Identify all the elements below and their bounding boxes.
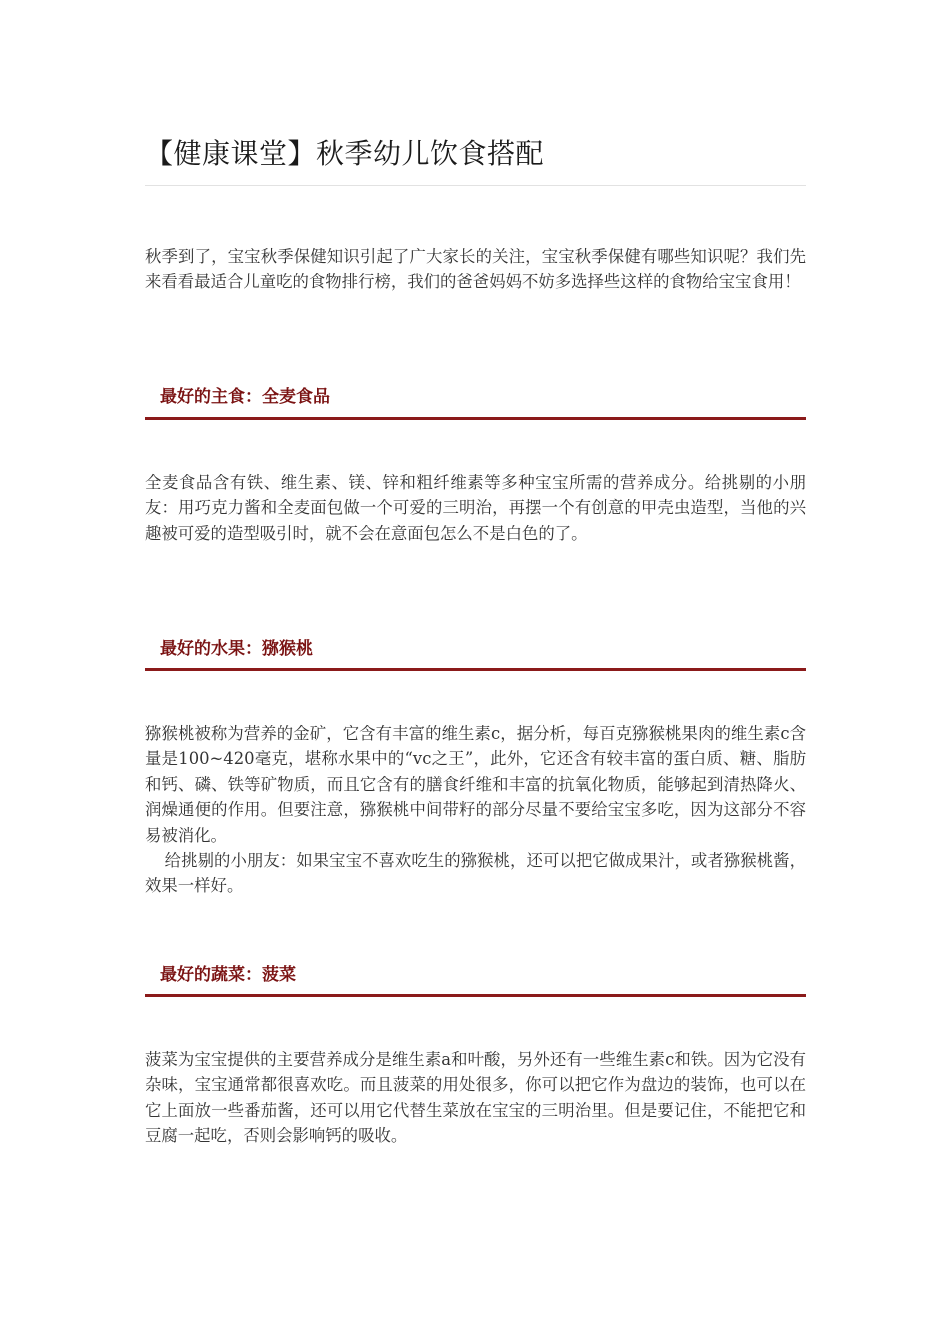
section-body-kiwi xyxy=(145,721,806,899)
section-paragraph: 全麦食品含有铁、维生素、镁、锌和粗纤维素等多种宝宝所需的营养成分。给挑剔的小朋友：用巧克力酱和全麦面包做一个可爱的三明治，再摆一个有创意的甲壳虫造型，当他的兴趣被可爱的造型吸引时，就不会在意面包怎么不是白色的了。 xyxy=(145,473,806,543)
section-heading-whole-wheat: 最好的主食：全麦食品 xyxy=(160,387,330,407)
section-divider-spinach xyxy=(145,994,806,997)
section-paragraph: 猕猴桃被称为营养的金矿，它含有丰富的维生素c，据分析，每百克猕猴桃果肉的维生素c含量是100~420毫克，堪称水果中的“vc之王”，此外，它还含有较丰富的蛋白质、糖、脂肪和钙、磷、铁等矿物质，而且它含有的膳食纤维和丰富的抗氧化物质，能够起到清热降火、润燥通便的作用。但要注意，猕猴桃中间带籽的部分尽量不要给宝宝多吃，因为这部分不容易被消化。 xyxy=(145,724,806,845)
intro-paragraph xyxy=(145,244,806,295)
section-body-whole-wheat xyxy=(145,470,806,546)
intro-text: 秋季到了，宝宝秋季保健知识引起了广大家长的关注，宝宝秋季保健有哪些知识呢？我们先来看看最适合儿童吃的食物排行榜，我们的爸爸妈妈不妨多选择些这样的食物给宝宝食用！ xyxy=(145,247,806,292)
section-heading-spinach: 最好的蔬菜：菠菜 xyxy=(160,965,296,985)
section-divider-whole-wheat xyxy=(145,417,806,420)
article-title: 【健康课堂】秋季幼儿饮食搭配 xyxy=(145,137,545,170)
section-paragraph: 菠菜为宝宝提供的主要营养成分是维生素a和叶酸，另外还有一些维生素c和铁。因为它没有杂味，宝宝通常都很喜欢吃。而且菠菜的用处很多，你可以把它作为盘边的装饰，也可以在它上面放一些番茄酱，还可以用它代替生菜放在宝宝的三明治里。但是要记住，不能把它和豆腐一起吃，否则会影响钙的吸收。 xyxy=(145,1050,806,1146)
title-divider xyxy=(145,185,806,186)
section-paragraph: 给挑剔的小朋友：如果宝宝不喜欢吃生的猕猴桃，还可以把它做成果汁，或者猕猴桃酱，效果一样好。 xyxy=(145,851,806,896)
section-body-spinach xyxy=(145,1047,806,1149)
section-divider-kiwi xyxy=(145,668,806,671)
section-heading-kiwi: 最好的水果：猕猴桃 xyxy=(160,639,313,659)
